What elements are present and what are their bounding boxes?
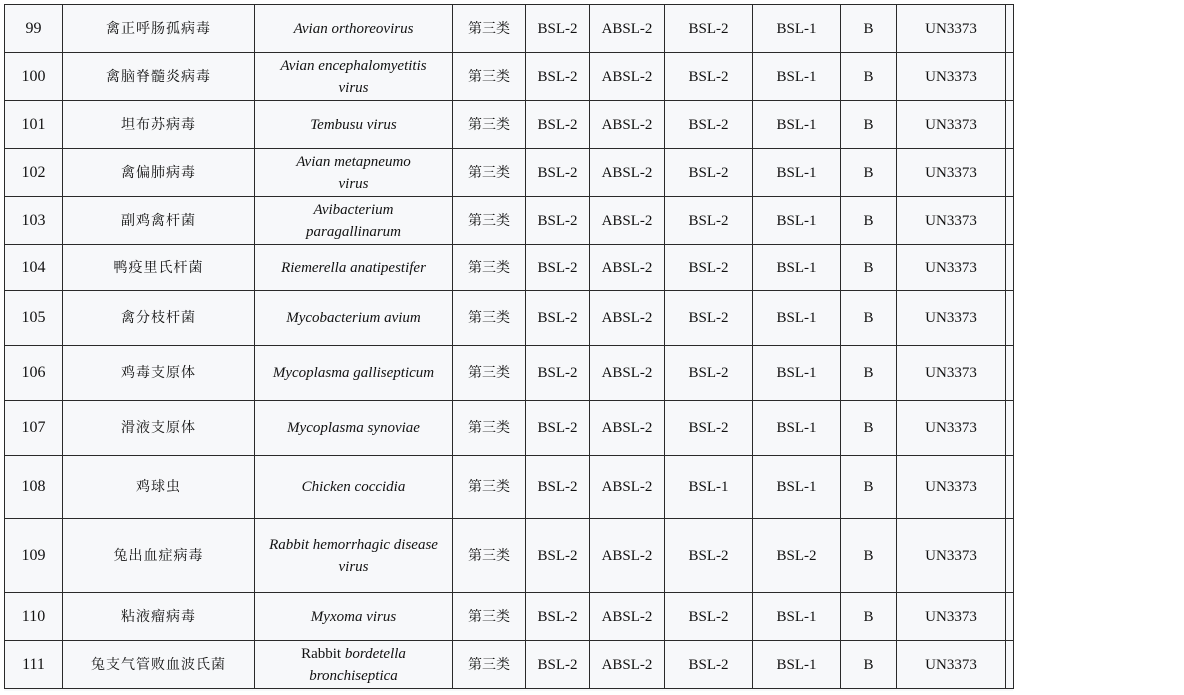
table-row bbox=[5, 519, 1014, 593]
table-row bbox=[5, 245, 1014, 291]
lab-level-cell: BSL-2 bbox=[526, 456, 590, 519]
inactivated-level-cell: BSL-1 bbox=[753, 346, 841, 401]
animal-lab-level-cell: ABSL-2 bbox=[590, 5, 665, 53]
animal-lab-level-cell: ABSL-2 bbox=[590, 245, 665, 291]
animal-lab-level-cell: ABSL-2 bbox=[590, 197, 665, 245]
lab-level-cell: BSL-2 bbox=[526, 197, 590, 245]
serial-number-cell: 99 bbox=[5, 5, 63, 53]
table-row bbox=[5, 101, 1014, 149]
un-number-cell: UN3373 bbox=[897, 593, 1006, 641]
packaging-category-cell: B bbox=[841, 641, 897, 689]
inactivated-level-cell: BSL-1 bbox=[753, 197, 841, 245]
scientific-name-cell: Chicken coccidia bbox=[255, 456, 453, 519]
hazard-class-cell: 第三类 bbox=[453, 641, 526, 689]
chinese-name-cell: 兔支气管败血波氏菌 bbox=[63, 641, 255, 689]
hazard-class-cell: 第三类 bbox=[453, 149, 526, 197]
hazard-class-cell: 第三类 bbox=[453, 519, 526, 593]
inactivated-level-cell: BSL-1 bbox=[753, 593, 841, 641]
un-number-cell: UN3373 bbox=[897, 149, 1006, 197]
un-number-cell: UN3373 bbox=[897, 101, 1006, 149]
chinese-name-cell: 禽偏肺病毒 bbox=[63, 149, 255, 197]
remarks-cell bbox=[1006, 641, 1014, 689]
remarks-cell bbox=[1006, 5, 1014, 53]
animal-lab-level-cell: ABSL-2 bbox=[590, 149, 665, 197]
un-number-cell: UN3373 bbox=[897, 641, 1006, 689]
scientific-name-cell bbox=[255, 641, 453, 689]
table-row bbox=[5, 593, 1014, 641]
non-culture-level-cell: BSL-2 bbox=[665, 53, 753, 101]
scientific-name-cell: Riemerella anatipestifer bbox=[255, 245, 453, 291]
chinese-name-cell: 禽正呼肠孤病毒 bbox=[63, 5, 255, 53]
packaging-category-cell: B bbox=[841, 101, 897, 149]
animal-lab-level-cell: ABSL-2 bbox=[590, 291, 665, 346]
inactivated-level-cell: BSL-1 bbox=[753, 101, 841, 149]
non-culture-level-cell: BSL-2 bbox=[665, 149, 753, 197]
un-number-cell: UN3373 bbox=[897, 197, 1006, 245]
lab-level-cell: BSL-2 bbox=[526, 5, 590, 53]
scientific-name-cell: Mycoplasma gallisepticum bbox=[255, 346, 453, 401]
non-culture-level-cell: BSL-2 bbox=[665, 245, 753, 291]
non-culture-level-cell: BSL-2 bbox=[665, 593, 753, 641]
remarks-cell bbox=[1006, 149, 1014, 197]
packaging-category-cell: B bbox=[841, 401, 897, 456]
hazard-class-cell: 第三类 bbox=[453, 401, 526, 456]
serial-number-cell: 108 bbox=[5, 456, 63, 519]
un-number-cell: UN3373 bbox=[897, 401, 1006, 456]
serial-number-cell: 100 bbox=[5, 53, 63, 101]
lab-level-cell: BSL-2 bbox=[526, 641, 590, 689]
hazard-class-cell: 第三类 bbox=[453, 291, 526, 346]
scientific-name-cell: Avian metapneumo virus bbox=[255, 149, 453, 197]
animal-lab-level-cell: ABSL-2 bbox=[590, 593, 665, 641]
remarks-cell bbox=[1006, 346, 1014, 401]
document-sheet bbox=[4, 4, 1013, 691]
packaging-category-cell: B bbox=[841, 519, 897, 593]
hazard-class-cell: 第三类 bbox=[453, 197, 526, 245]
remarks-cell bbox=[1006, 593, 1014, 641]
scientific-name-cell: Avian orthoreovirus bbox=[255, 5, 453, 53]
scientific-name-cell: Mycobacterium avium bbox=[255, 291, 453, 346]
serial-number-cell: 103 bbox=[5, 197, 63, 245]
non-culture-level-cell: BSL-2 bbox=[665, 291, 753, 346]
table-row bbox=[5, 346, 1014, 401]
remarks-cell bbox=[1006, 519, 1014, 593]
table-row bbox=[5, 53, 1014, 101]
serial-number-cell: 106 bbox=[5, 346, 63, 401]
chinese-name-cell: 禽脑脊髓炎病毒 bbox=[63, 53, 255, 101]
serial-number-cell: 111 bbox=[5, 641, 63, 689]
hazard-class-cell: 第三类 bbox=[453, 101, 526, 149]
serial-number-cell: 102 bbox=[5, 149, 63, 197]
inactivated-level-cell: BSL-1 bbox=[753, 401, 841, 456]
inactivated-level-cell: BSL-1 bbox=[753, 5, 841, 53]
un-number-cell: UN3373 bbox=[897, 5, 1006, 53]
scientific-name-cell: Tembusu virus bbox=[255, 101, 453, 149]
non-culture-level-cell: BSL-2 bbox=[665, 5, 753, 53]
lab-level-cell: BSL-2 bbox=[526, 401, 590, 456]
packaging-category-cell: B bbox=[841, 593, 897, 641]
hazard-class-cell: 第三类 bbox=[453, 245, 526, 291]
packaging-category-cell: B bbox=[841, 291, 897, 346]
animal-lab-level-cell: ABSL-2 bbox=[590, 456, 665, 519]
chinese-name-cell: 粘液瘤病毒 bbox=[63, 593, 255, 641]
chinese-name-cell: 禽分枝杆菌 bbox=[63, 291, 255, 346]
packaging-category-cell: B bbox=[841, 456, 897, 519]
serial-number-cell: 109 bbox=[5, 519, 63, 593]
lab-level-cell: BSL-2 bbox=[526, 101, 590, 149]
hazard-class-cell: 第三类 bbox=[453, 5, 526, 53]
inactivated-level-cell: BSL-2 bbox=[753, 519, 841, 593]
packaging-category-cell: B bbox=[841, 346, 897, 401]
remarks-cell bbox=[1006, 101, 1014, 149]
table-row bbox=[5, 401, 1014, 456]
remarks-cell bbox=[1006, 53, 1014, 101]
animal-lab-level-cell: ABSL-2 bbox=[590, 641, 665, 689]
un-number-cell: UN3373 bbox=[897, 346, 1006, 401]
hazard-class-cell: 第三类 bbox=[453, 456, 526, 519]
hazard-class-cell: 第三类 bbox=[453, 593, 526, 641]
lab-level-cell: BSL-2 bbox=[526, 291, 590, 346]
chinese-name-cell: 滑液支原体 bbox=[63, 401, 255, 456]
table-row bbox=[5, 197, 1014, 245]
un-number-cell: UN3373 bbox=[897, 245, 1006, 291]
animal-lab-level-cell: ABSL-2 bbox=[590, 346, 665, 401]
remarks-cell bbox=[1006, 456, 1014, 519]
remarks-cell bbox=[1006, 401, 1014, 456]
chinese-name-cell: 鸡毒支原体 bbox=[63, 346, 255, 401]
inactivated-level-cell: BSL-1 bbox=[753, 245, 841, 291]
inactivated-level-cell: BSL-1 bbox=[753, 456, 841, 519]
non-culture-level-cell: BSL-2 bbox=[665, 519, 753, 593]
remarks-cell bbox=[1006, 197, 1014, 245]
un-number-cell: UN3373 bbox=[897, 519, 1006, 593]
scientific-name-cell: Rabbit hemorrhagic disease virus bbox=[255, 519, 453, 593]
serial-number-cell: 104 bbox=[5, 245, 63, 291]
inactivated-level-cell: BSL-1 bbox=[753, 53, 841, 101]
scientific-name-cell: Mycoplasma synoviae bbox=[255, 401, 453, 456]
table-row bbox=[5, 5, 1014, 53]
serial-number-cell: 101 bbox=[5, 101, 63, 149]
non-culture-level-cell: BSL-2 bbox=[665, 346, 753, 401]
scientific-name-prefix: Rabbit bbox=[301, 645, 345, 662]
lab-level-cell: BSL-2 bbox=[526, 245, 590, 291]
animal-lab-level-cell: ABSL-2 bbox=[590, 519, 665, 593]
inactivated-level-cell: BSL-1 bbox=[753, 641, 841, 689]
packaging-category-cell: B bbox=[841, 245, 897, 291]
non-culture-level-cell: BSL-2 bbox=[665, 197, 753, 245]
serial-number-cell: 110 bbox=[5, 593, 63, 641]
packaging-category-cell: B bbox=[841, 53, 897, 101]
chinese-name-cell: 鸭疫里氏杆菌 bbox=[63, 245, 255, 291]
lab-level-cell: BSL-2 bbox=[526, 346, 590, 401]
non-culture-level-cell: BSL-1 bbox=[665, 456, 753, 519]
pathogen-table bbox=[4, 4, 1014, 689]
chinese-name-cell: 坦布苏病毒 bbox=[63, 101, 255, 149]
table-row bbox=[5, 456, 1014, 519]
remarks-cell bbox=[1006, 245, 1014, 291]
non-culture-level-cell: BSL-2 bbox=[665, 101, 753, 149]
serial-number-cell: 107 bbox=[5, 401, 63, 456]
chinese-name-cell: 鸡球虫 bbox=[63, 456, 255, 519]
packaging-category-cell: B bbox=[841, 149, 897, 197]
scientific-name-text: bordetella bronchiseptica bbox=[309, 645, 406, 684]
scientific-name-cell: Myxoma virus bbox=[255, 593, 453, 641]
scientific-name-cell: Avian encephalomyetitis virus bbox=[255, 53, 453, 101]
lab-level-cell: BSL-2 bbox=[526, 53, 590, 101]
table-body bbox=[5, 5, 1014, 689]
hazard-class-cell: 第三类 bbox=[453, 53, 526, 101]
lab-level-cell: BSL-2 bbox=[526, 149, 590, 197]
inactivated-level-cell: BSL-1 bbox=[753, 149, 841, 197]
un-number-cell: UN3373 bbox=[897, 53, 1006, 101]
un-number-cell: UN3373 bbox=[897, 456, 1006, 519]
table-row bbox=[5, 149, 1014, 197]
animal-lab-level-cell: ABSL-2 bbox=[590, 53, 665, 101]
non-culture-level-cell: BSL-2 bbox=[665, 401, 753, 456]
chinese-name-cell: 兔出血症病毒 bbox=[63, 519, 255, 593]
scientific-name-cell: Avibacterium paragallinarum bbox=[255, 197, 453, 245]
un-number-cell: UN3373 bbox=[897, 291, 1006, 346]
inactivated-level-cell: BSL-1 bbox=[753, 291, 841, 346]
packaging-category-cell: B bbox=[841, 197, 897, 245]
packaging-category-cell: B bbox=[841, 5, 897, 53]
animal-lab-level-cell: ABSL-2 bbox=[590, 101, 665, 149]
animal-lab-level-cell: ABSL-2 bbox=[590, 401, 665, 456]
serial-number-cell: 105 bbox=[5, 291, 63, 346]
chinese-name-cell: 副鸡禽杆菌 bbox=[63, 197, 255, 245]
table-row bbox=[5, 291, 1014, 346]
lab-level-cell: BSL-2 bbox=[526, 593, 590, 641]
remarks-cell bbox=[1006, 291, 1014, 346]
table-row bbox=[5, 641, 1014, 689]
hazard-class-cell: 第三类 bbox=[453, 346, 526, 401]
lab-level-cell: BSL-2 bbox=[526, 519, 590, 593]
non-culture-level-cell: BSL-2 bbox=[665, 641, 753, 689]
